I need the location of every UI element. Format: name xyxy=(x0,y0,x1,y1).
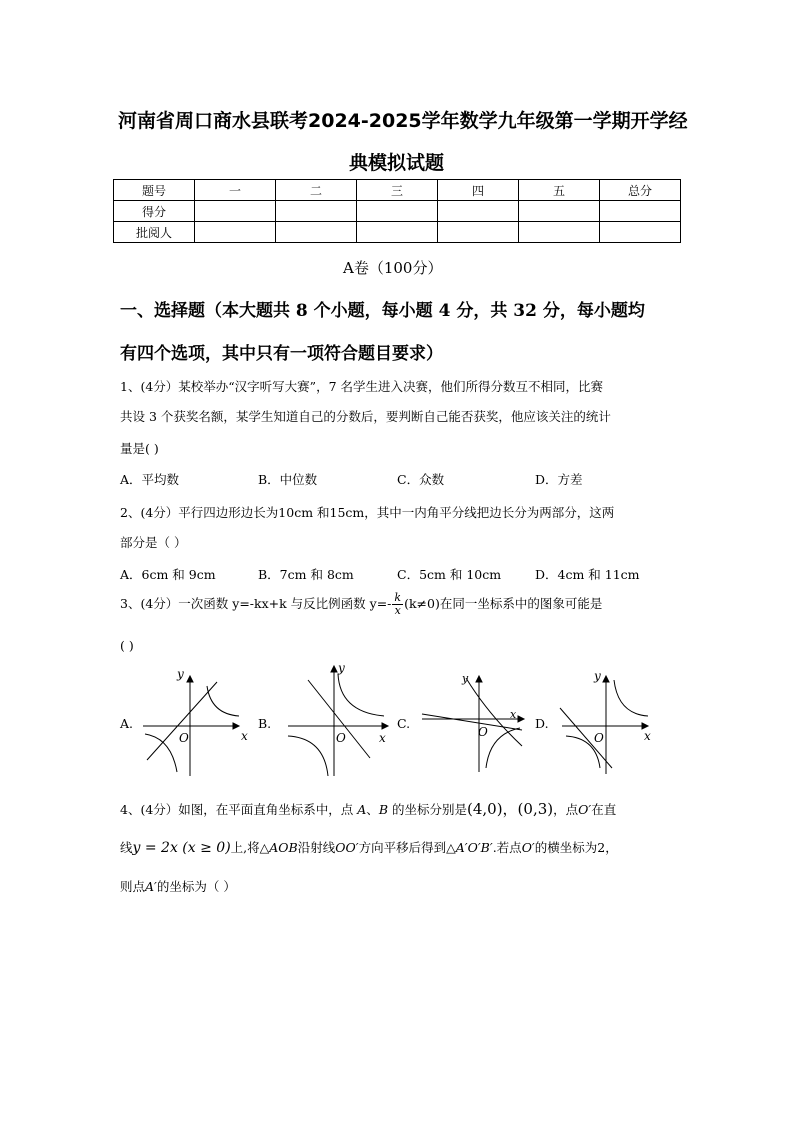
q3-graph-b xyxy=(282,660,402,784)
q1-option-d: D．方差 xyxy=(535,472,583,487)
q4-text: .若点 xyxy=(492,840,522,855)
q3-option-c-label: C. xyxy=(397,716,411,731)
x-axis-label: x xyxy=(644,729,651,743)
score-header-cell: 题号 xyxy=(114,180,195,201)
q3-option-b-label: B. xyxy=(258,716,272,731)
q4-text: 方向平移后得到 xyxy=(358,840,447,855)
q4-line1 xyxy=(120,798,616,819)
q2-option-b: B．7cm 和 8cm xyxy=(258,567,354,582)
score-cell xyxy=(276,222,357,243)
q3-line1-part-a: 3、(4分）一次函数 y=-kx+k 与反比例函数 y=- xyxy=(120,596,392,611)
q4-line3 xyxy=(120,877,236,895)
score-cell xyxy=(195,201,276,222)
origin-label: O xyxy=(478,725,488,739)
score-header-cell: 一 xyxy=(195,180,276,201)
score-header-cell: 二 xyxy=(276,180,357,201)
q1-option-b: B．中位数 xyxy=(258,472,318,487)
line-graph xyxy=(422,714,522,730)
hyperbola-branch-q1 xyxy=(207,686,239,716)
q4-text: 在直 xyxy=(591,802,617,817)
q4-text: 则点 xyxy=(120,879,146,894)
q4-text: ，点 xyxy=(553,802,579,817)
score-table xyxy=(113,179,681,243)
y-axis-arrow xyxy=(603,676,609,682)
q4-triangle-aob: △AOB xyxy=(259,840,298,855)
q4-text: 上,将 xyxy=(230,840,260,855)
q2-option-a: A．6cm 和 9cm xyxy=(120,567,216,582)
exam-title-line2: 典模拟试题 xyxy=(349,152,445,174)
x-axis-label: x xyxy=(510,708,517,721)
q4-triangle-prime: △A′O′B′ xyxy=(446,840,493,855)
y-axis-arrow xyxy=(476,676,482,682)
q2-line1: 2、(4分）平行四边形边长为10cm 和15cm，其中一内角平分线把边长分为两部分，这两 xyxy=(120,505,615,520)
q2-line2: 部分是（ ） xyxy=(120,535,187,550)
q4-text: 、 xyxy=(366,802,379,817)
q1-line3: 量是( ) xyxy=(120,441,159,456)
q3-line1 xyxy=(120,592,602,617)
hyperbola-branch-q1 xyxy=(614,680,648,716)
q2-option-d: D．4cm 和 11cm xyxy=(535,567,640,582)
y-axis-label: y xyxy=(594,669,601,683)
line-graph xyxy=(147,682,217,760)
score-row-label: 批阅人 xyxy=(114,222,195,243)
score-header-cell: 五 xyxy=(519,180,600,201)
line-graph xyxy=(560,708,612,768)
q3-graph-d xyxy=(556,664,676,784)
q4-line-equation: y = 2x (x ≥ 0) xyxy=(132,840,231,856)
y-axis-label: y xyxy=(338,661,345,675)
q4-point-a-prime: A′ xyxy=(145,879,157,894)
score-cell xyxy=(519,222,600,243)
score-header-cell: 三 xyxy=(357,180,438,201)
section1-heading-line1: 一、选择题（本大题共 8 个小题，每小题 4 分，共 32 分，每小题均 xyxy=(120,301,645,321)
q4-text: 沿射线 xyxy=(297,840,336,855)
score-cell xyxy=(600,222,681,243)
score-table-header-row xyxy=(114,180,681,201)
q3-fraction-denominator: x xyxy=(394,604,401,617)
hyperbola-branch-q1 xyxy=(338,674,384,716)
y-axis-arrow xyxy=(331,666,337,672)
section1-heading-line2: 有四个选项，其中只有一项符合题目要求） xyxy=(120,344,443,364)
q4-text: 的坐标分别是 xyxy=(388,802,467,817)
q4-coordinates: (4,0)，(0,3) xyxy=(466,800,554,818)
q4-point-b: B xyxy=(378,802,388,817)
score-cell xyxy=(600,201,681,222)
volume-a-heading: A卷（100分） xyxy=(343,259,443,277)
score-cell xyxy=(195,222,276,243)
line-graph xyxy=(308,680,370,758)
score-row-label: 得分 xyxy=(114,201,195,222)
q4-text: 的坐标为（ ） xyxy=(156,879,236,894)
x-axis-arrow xyxy=(518,716,524,722)
y-axis-label: y xyxy=(177,667,184,681)
x-axis-arrow xyxy=(233,723,239,729)
q4-text: 4、(4分）如图，在平面直角坐标系中，点 xyxy=(120,802,358,817)
q3-graph-c xyxy=(418,668,538,784)
q3-fraction xyxy=(392,592,403,617)
q4-line2 xyxy=(120,838,618,856)
exam-title-line1: 河南省周口商水县联考2024-2025学年数学九年级第一学期开学经 xyxy=(118,110,688,132)
q3-line2: ( ) xyxy=(120,638,134,653)
q4-point-a: A xyxy=(357,802,367,817)
y-axis-label: y xyxy=(462,672,469,685)
x-axis-label: x xyxy=(241,729,248,743)
q2-option-c: C．5cm 和 10cm xyxy=(397,567,502,582)
q1-line2: 共设 3 个获奖名额，某学生知道自己的分数后，要判断自己能否获奖，他应该关注的统计 xyxy=(120,409,611,424)
q3-option-a-label: A. xyxy=(120,716,134,731)
score-header-cell: 总分 xyxy=(600,180,681,201)
hyperbola-branch-q4 xyxy=(486,728,520,768)
q4-text: ， xyxy=(605,840,618,855)
origin-label: O xyxy=(179,731,189,745)
q1-option-a: A．平均数 xyxy=(120,472,180,487)
q3-option-d-label: D. xyxy=(535,716,549,731)
q1-option-c: C．众数 xyxy=(397,472,445,487)
hyperbola-branch-q3 xyxy=(145,734,177,772)
score-table-row xyxy=(114,201,681,222)
q3-graph-a xyxy=(135,664,255,784)
x-axis-arrow xyxy=(382,723,388,729)
score-cell xyxy=(438,201,519,222)
score-cell xyxy=(276,201,357,222)
q3-fraction-numerator: k xyxy=(394,591,402,604)
q4-text: 线 xyxy=(120,840,133,855)
score-cell xyxy=(357,201,438,222)
score-header-cell: 四 xyxy=(438,180,519,201)
score-cell xyxy=(519,201,600,222)
q4-text: 的横坐标为 xyxy=(534,840,598,855)
y-axis-arrow xyxy=(187,676,193,682)
q1-line1: 1、(4分）某校举办“汉字听写大赛”，7 名学生进入决赛，他们所得分数互不相同，比赛 xyxy=(120,379,603,394)
origin-label: O xyxy=(336,731,346,745)
score-table-row xyxy=(114,222,681,243)
q4-value: 2 xyxy=(597,840,606,855)
origin-label: O xyxy=(594,731,604,745)
x-axis-label: x xyxy=(379,731,386,745)
q4-point-o-prime: O′ xyxy=(578,802,592,817)
q4-ray: OO′ xyxy=(335,840,359,855)
q4-point-o-prime: O′ xyxy=(521,840,535,855)
score-cell xyxy=(438,222,519,243)
hyperbola-branch-q3 xyxy=(288,736,328,776)
q3-line1-part-b: (k≠0)在同一坐标系中的图象可能是 xyxy=(404,596,603,611)
score-cell xyxy=(357,222,438,243)
